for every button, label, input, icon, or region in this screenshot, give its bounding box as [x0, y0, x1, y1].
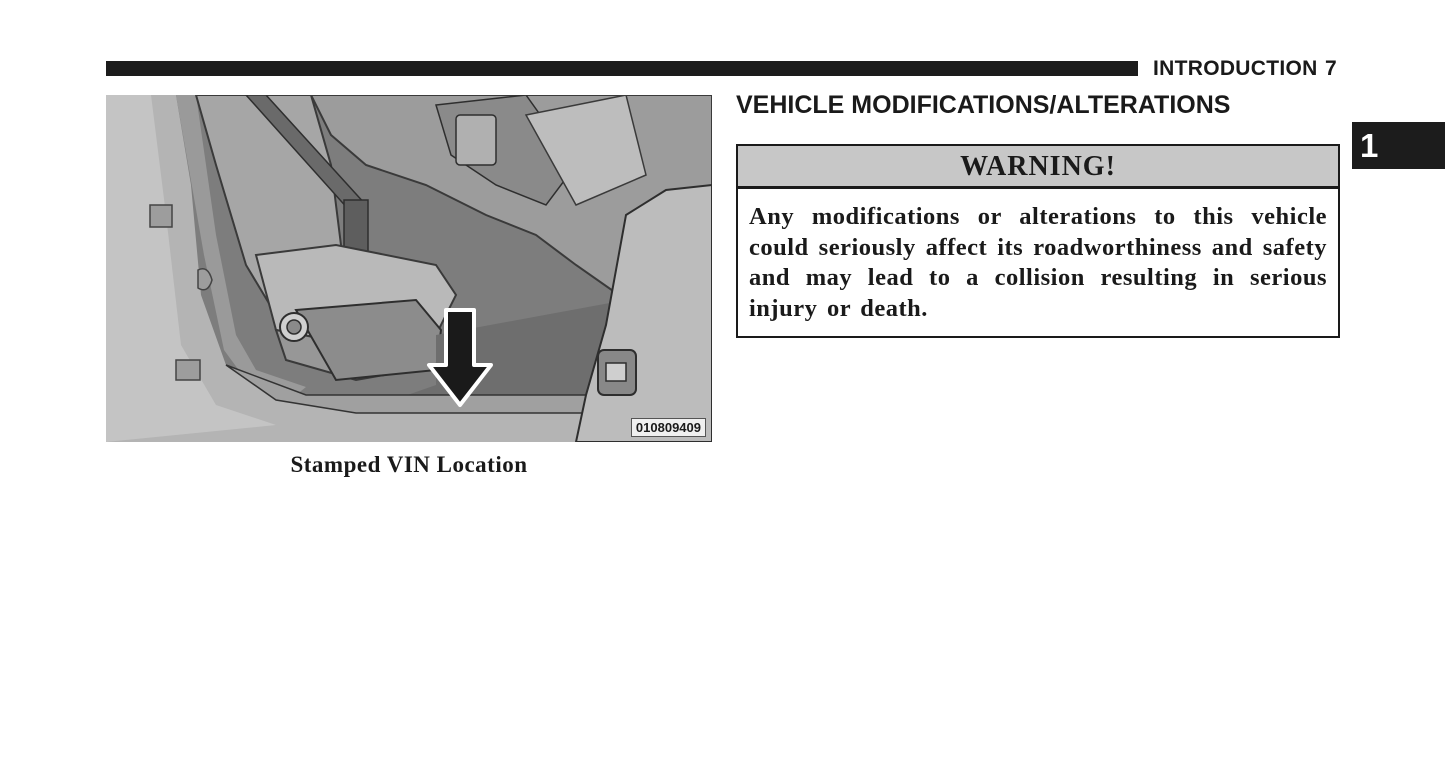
vin-location-illustration: [106, 95, 712, 442]
chapter-tab: [1352, 122, 1445, 169]
car-interior-drawing: [106, 95, 712, 442]
warning-text: Any modifications or alterations to this vehicle could seriously affect its roadworthiness and safety and may lead to a collision resulting in serious injury or death.: [749, 203, 1327, 322]
figure-code: 010809409: [631, 418, 706, 437]
section-title: VEHICLE MODIFICATIONS/ALTERATIONS: [736, 91, 1231, 119]
figure-caption: Stamped VIN Location: [290, 452, 528, 477]
warning-box: [736, 144, 1340, 338]
warning-title: WARNING!: [738, 146, 1338, 189]
running-header-section: INTRODUCTION: [1153, 57, 1318, 80]
chapter-number: 1: [1360, 127, 1379, 164]
header-rule: [106, 61, 1138, 76]
page-number: 7: [1325, 57, 1337, 80]
